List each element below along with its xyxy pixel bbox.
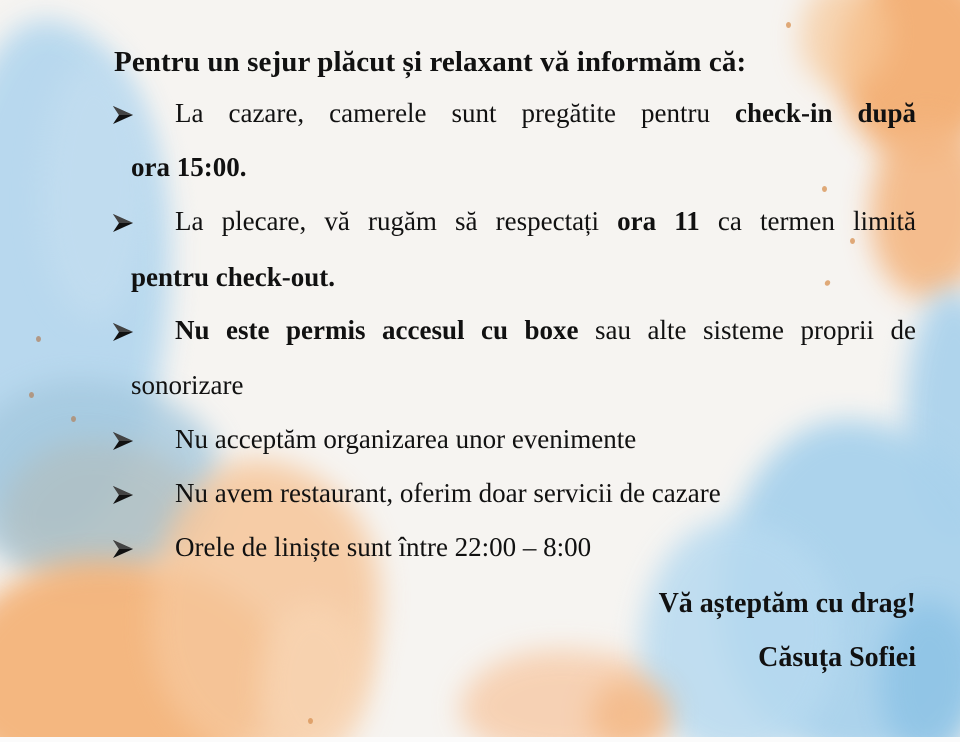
rule-text-line1: Nu este permis accesul cu boxe sau alte sisteme proprii de bbox=[175, 315, 916, 345]
arrowhead-bullet-icon bbox=[112, 212, 134, 234]
arrowhead-bullet-icon bbox=[112, 104, 134, 126]
poster-heading: Pentru un sejur plăcut și relaxant vă informăm că: bbox=[114, 46, 747, 78]
rule-text-line1: Nu acceptăm organizarea unor evenimente bbox=[175, 424, 637, 454]
rule-text-line1: Nu avem restaurant, oferim doar servicii de cazare bbox=[175, 478, 721, 508]
arrowhead-bullet-icon bbox=[112, 321, 134, 343]
rule-text-line1: La plecare, vă rugăm să respectați ora 11 ca termen limită bbox=[175, 206, 917, 236]
arrowhead-bullet-icon bbox=[112, 484, 134, 506]
rule-text-line2: pentru check-out. bbox=[131, 262, 335, 292]
rule-text-line2: sonorizare bbox=[131, 370, 244, 400]
rule-text-line1: La cazare, camerele sunt pregătite pentru check-in după bbox=[175, 98, 917, 128]
closing-text: Vă așteptăm cu drag! bbox=[658, 588, 916, 619]
arrowhead-bullet-icon bbox=[112, 430, 134, 452]
signature: Căsuța Sofiei bbox=[758, 642, 916, 673]
arrowhead-bullet-icon bbox=[112, 538, 134, 560]
rule-text-line2: ora 15:00. bbox=[131, 152, 247, 182]
rule-text-line1: Orele de liniște sunt între 22:00 – 8:00 bbox=[175, 532, 592, 562]
